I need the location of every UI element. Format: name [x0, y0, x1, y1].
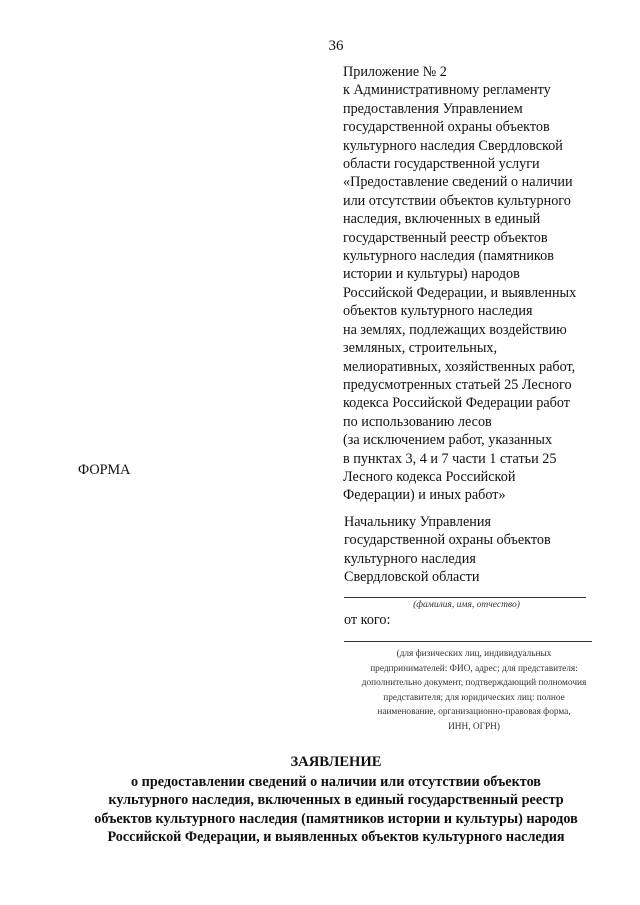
- addressee-line: Начальнику Управления: [344, 514, 491, 530]
- statement-subtitle-line: Российской Федерации, и выявленных объектов культурного наследия: [107, 829, 565, 846]
- appendix-line: наследия, включенных в единый: [343, 211, 541, 228]
- appendix-line: истории и культуры) народов: [343, 266, 520, 283]
- appendix-line: к Административному регламенту: [343, 82, 551, 99]
- appendix-line: объектов культурного наследия: [343, 303, 533, 320]
- appendix-line: культурного наследия Свердловской: [343, 137, 563, 154]
- applicant-caption-line: дополнительно документ, подтверждающий полномочия: [361, 678, 587, 689]
- addressee-line: культурного наследия: [344, 550, 476, 567]
- appendix-line: на землях, подлежащих воздействию: [343, 321, 567, 338]
- appendix-line: Федерации) и иных работ»: [343, 487, 506, 504]
- appendix-line: или отсутствии объектов культурного: [343, 192, 571, 209]
- appendix-line: Лесного кодекса Российской: [343, 468, 516, 485]
- statement-title: ЗАЯВЛЕНИЕ: [290, 754, 382, 770]
- applicant-caption-line: (для физических лиц, индивидуальных: [396, 649, 552, 659]
- appendix-header: [343, 63, 633, 505]
- statement-subtitle-line: культурного наследия, включенных в единый государственный реестр: [108, 792, 564, 809]
- appendix-line: области государственной услуги: [343, 156, 540, 173]
- appendix-line: в пунктах 3, 4 и 7 части 1 статьи 25: [343, 450, 557, 467]
- applicant-fill-line: [344, 641, 592, 642]
- appendix-line: Российской Федерации, и выявленных: [343, 284, 577, 301]
- applicant-caption: [344, 647, 604, 735]
- addressee-line: Свердловской области: [344, 569, 480, 586]
- appendix-line: предусмотренных статьей 25 Лесного: [343, 376, 572, 393]
- appendix-line: государственной охраны объектов: [343, 119, 550, 136]
- applicant-caption-line: ИНН, ОГРН): [448, 721, 500, 732]
- applicant-caption-line: наименование, организационно-правовая форма,: [377, 707, 571, 718]
- appendix-line: земляных, строительных,: [343, 340, 498, 357]
- appendix-line: (за исключением работ, указанных: [343, 432, 553, 449]
- addressee-line: государственной охраны объектов: [344, 532, 551, 549]
- appendix-line: предоставления Управлением: [343, 100, 523, 117]
- statement-heading: [0, 753, 640, 847]
- addressee-block: [344, 513, 551, 587]
- appendix-line: по использованию лесов: [343, 413, 492, 430]
- from-label: от кого:: [344, 612, 391, 628]
- appendix-line: кодекса Российской Федерации работ: [343, 395, 570, 412]
- applicant-caption-line: предпринимателей: ФИО, адрес; для представителя:: [370, 663, 578, 674]
- statement-subtitle-line: объектов культурного наследия (памятников истории и культуры) народов: [94, 810, 578, 827]
- fio-fill-line: [344, 597, 586, 598]
- appendix-line: «Предоставление сведений о наличии: [343, 174, 573, 191]
- page-number: 36: [328, 38, 344, 54]
- appendix-line: государственный реестр объектов: [343, 229, 548, 246]
- appendix-line: культурного наследия (памятников: [343, 248, 554, 265]
- appendix-line: Приложение № 2: [343, 64, 447, 80]
- applicant-caption-line: представителя; для юридических лиц: полное: [383, 692, 565, 703]
- form-label: ФОРМА: [78, 462, 131, 478]
- fio-caption: (фамилия, имя, отчество): [413, 600, 520, 610]
- appendix-line: мелиоративных, хозяйственных работ,: [343, 358, 576, 375]
- statement-subtitle-line: о предоставлении сведений о наличии или отсутствии объектов: [131, 773, 541, 790]
